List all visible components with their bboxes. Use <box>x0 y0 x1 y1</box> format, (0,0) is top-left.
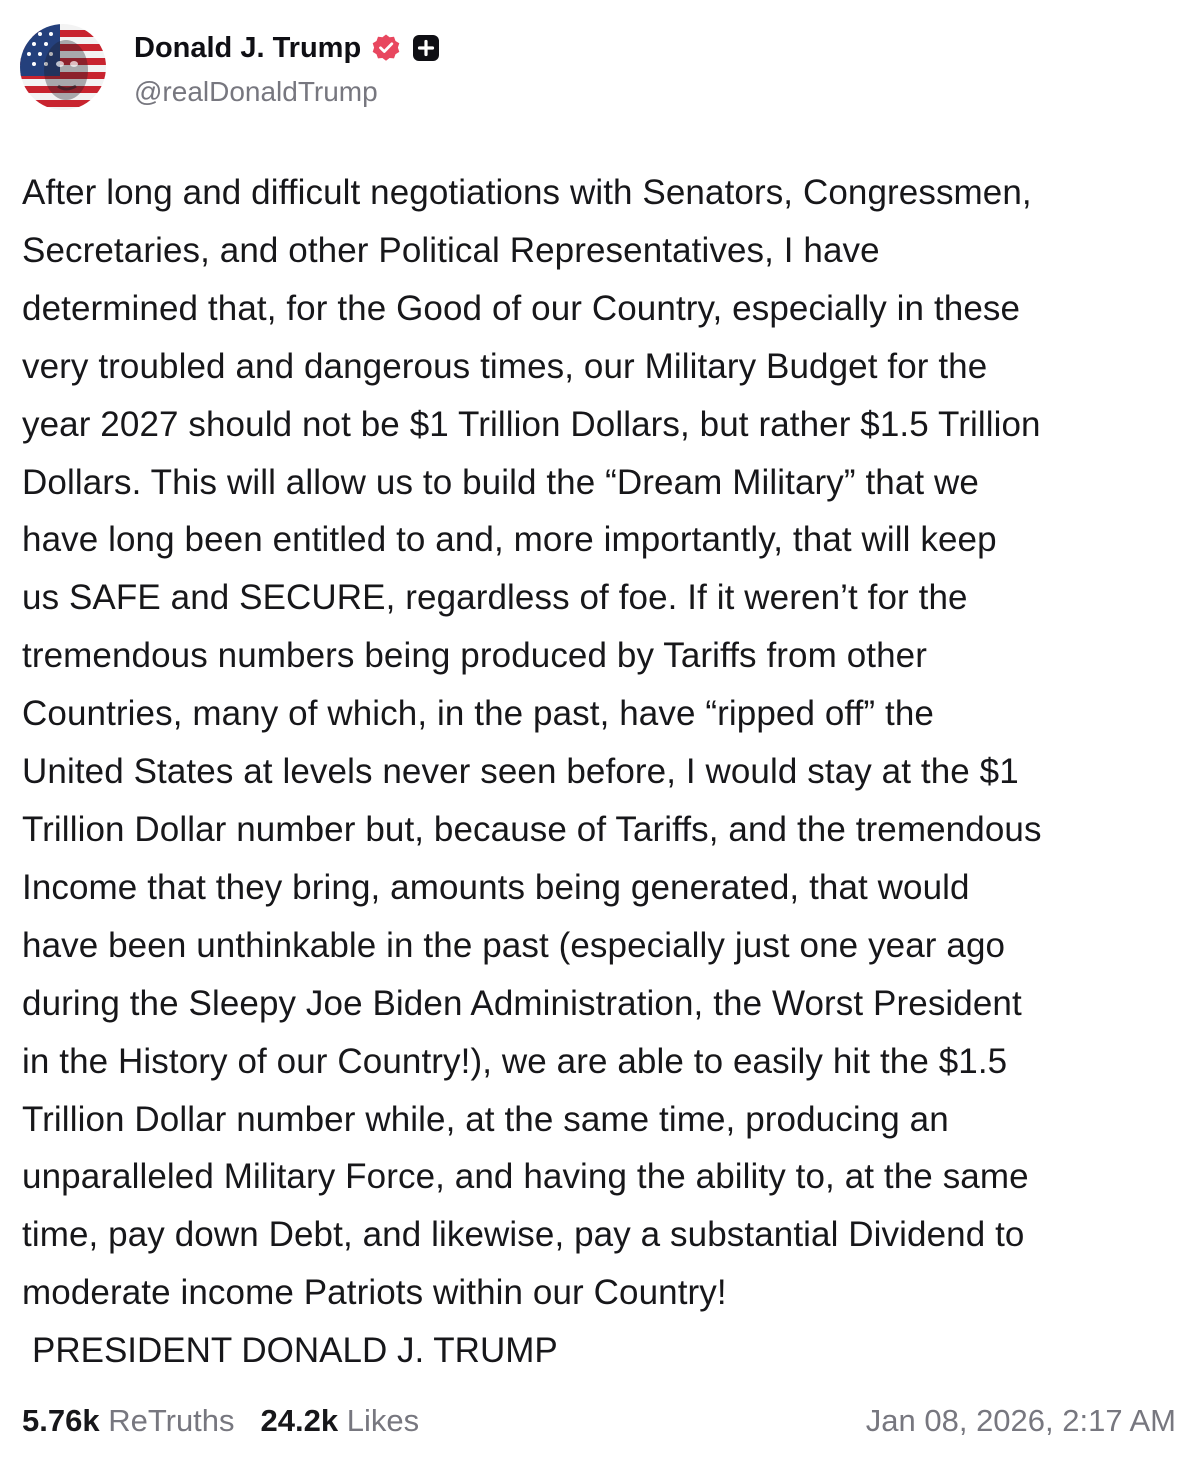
likes-count: 24.2k <box>260 1403 339 1438</box>
post-text-line: unparalleled Military Force, and having the ability to, at the same <box>22 1157 1029 1197</box>
retruths-stat[interactable] <box>22 1403 235 1439</box>
post-text-line: After long and difficult negotiations with Senators, Congressmen, <box>22 173 1032 212</box>
post-text-line: United States at levels never seen before, I would stay at the $1 <box>22 752 1019 792</box>
post-text-line: Trillion Dollar number while, at the same time, producing an <box>22 1099 949 1139</box>
retruths-count: 5.76k <box>22 1403 100 1438</box>
post-text-line: Secretaries, and other Political Representatives, I have <box>22 230 880 270</box>
post-text-line: in the History of our Country!), we are able to easily hit the $1.5 <box>22 1041 1008 1081</box>
post-text-line: us SAFE and SECURE, regardless of foe. If it weren’t for the <box>22 578 968 618</box>
likes-label: Likes <box>346 1403 420 1438</box>
post-text-line: Trillion Dollar number but, because of Tariffs, and the tremendous <box>22 809 1042 849</box>
post-text-line: determined that, for the Good of our Country, especially in these <box>22 288 1021 328</box>
post-text-line: tremendous numbers being produced by Tariffs from other <box>22 636 927 676</box>
post-stats <box>22 1403 419 1439</box>
flag-portrait-avatar-icon <box>20 24 106 110</box>
post-footer <box>22 1398 1176 1444</box>
post-text-line: during the Sleepy Joe Biden Administration, the Worst President <box>22 983 1022 1023</box>
post-text-line: Dollars. This will allow us to build the “Dream Military” that we <box>22 462 979 502</box>
post-timestamp[interactable]: Jan 08, 2026, 2:17 AM <box>865 1403 1176 1438</box>
author-display-name[interactable]: Donald J. Trump <box>134 31 362 64</box>
author-name-row <box>134 30 441 66</box>
author-handle[interactable]: @realDonaldTrump <box>134 76 378 107</box>
plus-square-icon[interactable] <box>411 33 441 63</box>
post-text-line: Income that they bring, amounts being generated, that would <box>22 867 970 907</box>
post-body <box>22 164 1192 1322</box>
post-text-line: time, pay down Debt, and likewise, pay a substantial Dividend to <box>22 1215 1025 1255</box>
post-text-line: have long been entitled to and, more importantly, that will keep <box>22 520 997 560</box>
author-avatar[interactable] <box>20 24 106 110</box>
verified-badge-icon <box>371 33 401 63</box>
post-text-line: have been unthinkable in the past (especially just one year ago <box>22 925 1006 965</box>
post-text-line: moderate income Patriots within our Country! <box>22 1273 727 1313</box>
post-signature: PRESIDENT DONALD J. TRUMP <box>32 1331 558 1370</box>
post-text-line: very troubled and dangerous times, our Military Budget for the <box>22 346 988 386</box>
retruths-label: ReTruths <box>108 1403 235 1438</box>
post-text-line: Countries, many of which, in the past, have “ripped off” the <box>22 694 934 734</box>
likes-stat[interactable] <box>261 1403 420 1439</box>
post-text-line: year 2027 should not be $1 Trillion Dollars, but rather $1.5 Trillion <box>22 404 1041 444</box>
